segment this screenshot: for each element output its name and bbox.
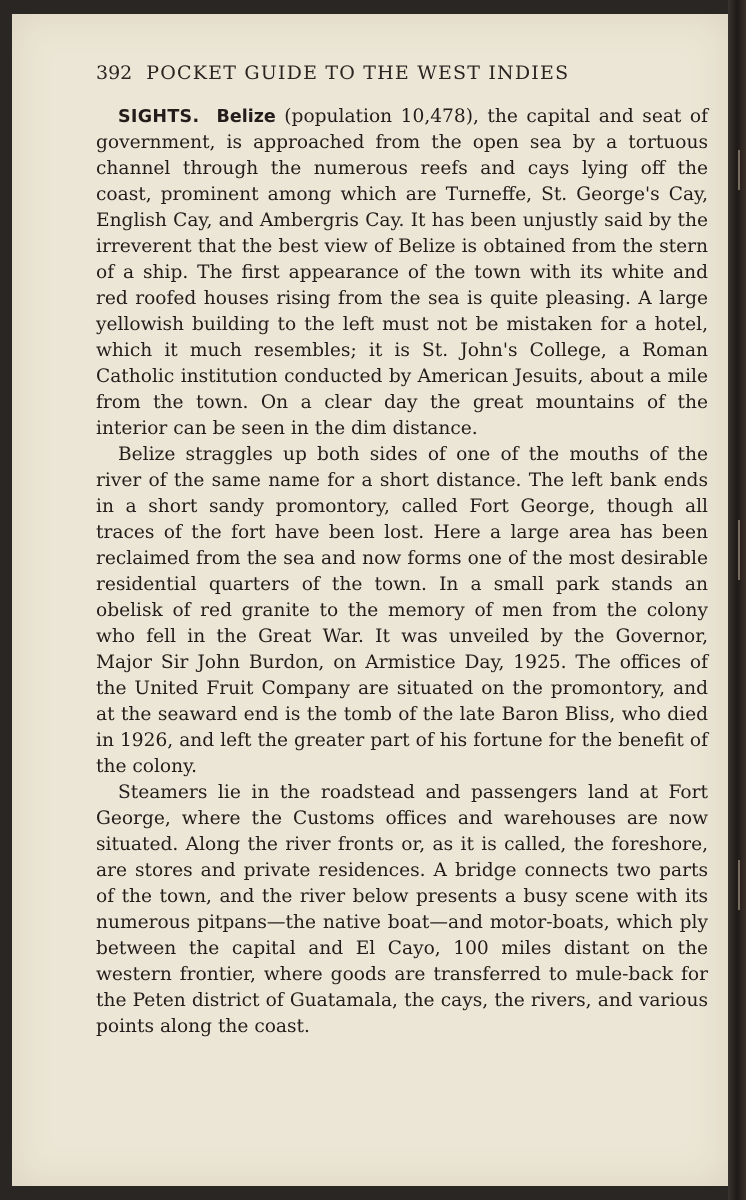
paragraph-steamers: Steamers lie in the roadstead and passengers land at Fort George, where the Customs offices and warehouses are now situated. Along the river fronts or, as it is called, the foreshore, are stores and private residences. A bridge connects two parts of the town, and the river below presents a busy scene with its numerous pitpans—the native boat—and motor-boats, which ply between the capital and El Cayo, 100 miles distant on the western frontier, where goods are transferred to mule-back for the Peten district of Guatamala, the cays, the rivers, and various points along the coast. xyxy=(96,782,708,1037)
book-spine-edge xyxy=(728,0,746,1200)
section-heading: SIGHTS. xyxy=(118,107,200,127)
lead-term: Belize xyxy=(216,107,276,127)
paragraph-town: Belize straggles up both sides of one of the mouths of the river of the same name for a short distance. The left bank ends in a short sandy promontory, called Fort George, though all traces of the fort have been lost. Here a large area has been reclaimed from the sea and now forms one of the most desirable residential quarters of the town. In a small park stands an obelisk of red granite to the memory of men from the colony who fell in the Great War. It was unveiled by the Governor, Major Sir John Burdon, on Armistice Day, 1925. The offices of the United Fruit Company are situated on the promontory, and at the seaward end is the tomb of the late Baron Bliss, who died in 1926, and left the greater part of his fortune for the benefit of the colony. xyxy=(96,444,708,777)
spine-mark xyxy=(738,860,740,910)
body-text xyxy=(96,104,708,1040)
page-number: 392 xyxy=(96,62,133,84)
spine-mark xyxy=(738,150,740,190)
spine-mark xyxy=(738,520,740,580)
paragraph-text: (population 10,478), the capital and seat of government, is approached from the open sea by a tortuous channel through the numerous reefs and cays lying off the coast, prominent among which are Turneffe, St. George's Cay, English Cay, and Ambergris Cay. It has been unjustly said by the irreverent that the best view of Belize is obtained from the stern of a ship. The first appearance of the town with its white and red roofed houses rising from the sea is quite pleasing. A large yellowish building to the left must not be mistaken for a hotel, which it much resembles; it is St. John's College, a Roman Catholic institution conducted by American Jesuits, about a mile from the town. On a clear day the great mountains of the interior can be seen in the dim distance. xyxy=(96,106,708,439)
running-head xyxy=(96,62,666,84)
paragraph-sights xyxy=(96,104,708,442)
running-title: POCKET GUIDE TO THE WEST INDIES xyxy=(146,62,570,84)
